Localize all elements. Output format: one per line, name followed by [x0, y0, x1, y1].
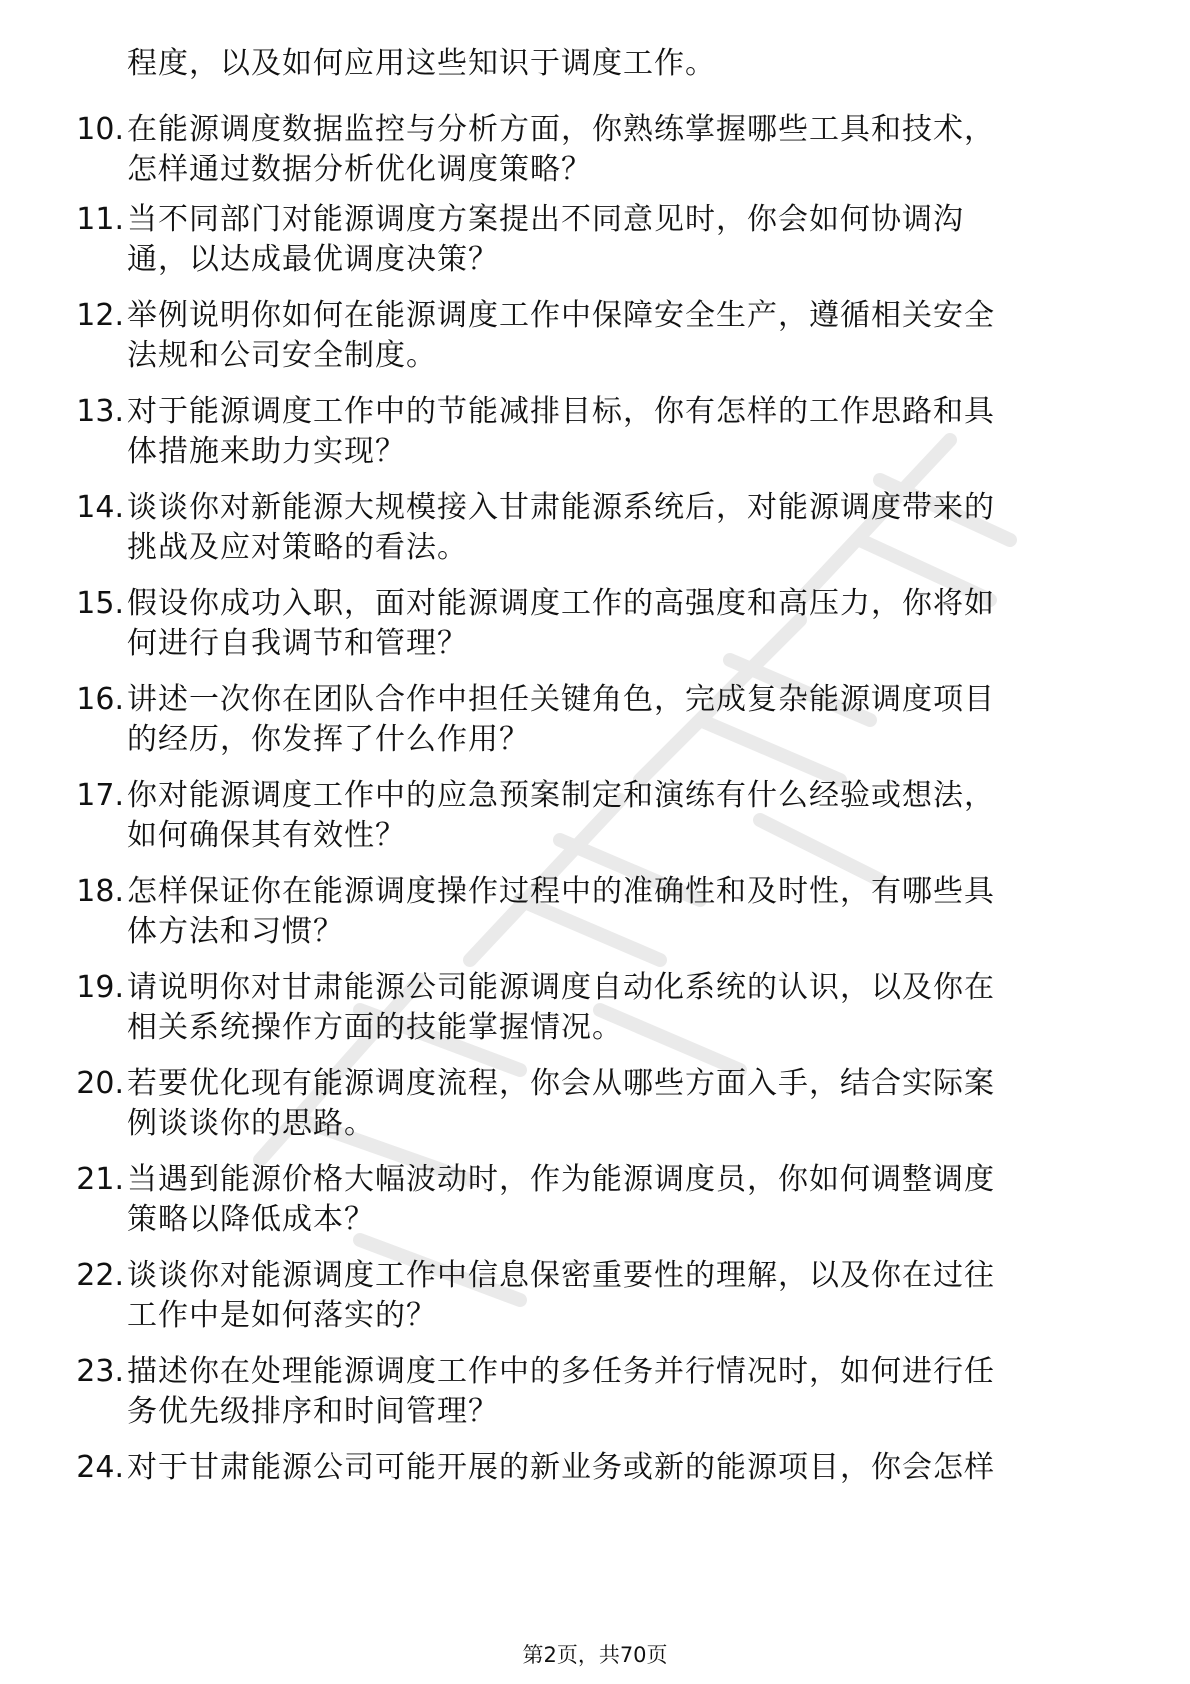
continuation-text: 程度，以及如何应用这些知识于调度工作。 — [127, 46, 716, 81]
list-item — [0, 296, 1190, 386]
question-text-line: 谈谈你对新能源大规模接入甘肃能源系统后，对能源调度带来的 — [127, 490, 995, 525]
question-number: 12. — [76, 298, 124, 333]
question-number: 15. — [76, 586, 124, 621]
question-text-line: 策略以降低成本？ — [127, 1202, 375, 1237]
question-text-line: 当遇到能源价格大幅波动时，作为能源调度员，你如何调整调度 — [127, 1162, 995, 1197]
question-number: 21. — [76, 1162, 124, 1197]
question-text-line: 若要优化现有能源调度流程，你会从哪些方面入手，结合实际案 — [127, 1066, 995, 1101]
question-text-line: 举例说明你如何在能源调度工作中保障安全生产，遵循相关安全 — [127, 298, 995, 333]
question-text-line: 的经历，你发挥了什么作用？ — [127, 722, 530, 757]
question-text-line: 怎样通过数据分析优化调度策略？ — [127, 152, 592, 187]
list-item — [0, 1256, 1190, 1346]
question-text-line: 怎样保证你在能源调度操作过程中的准确性和及时性，有哪些具 — [127, 874, 995, 909]
list-item — [0, 110, 1190, 200]
question-text-line: 挑战及应对策略的看法。 — [127, 530, 468, 565]
question-number: 14. — [76, 490, 124, 525]
question-number: 18. — [76, 874, 124, 909]
list-item — [0, 968, 1190, 1058]
question-number: 19. — [76, 970, 124, 1005]
question-text-line: 例谈谈你的思路。 — [127, 1106, 375, 1141]
question-text-line: 对于能源调度工作中的节能减排目标，你有怎样的工作思路和具 — [127, 394, 995, 429]
list-item — [0, 200, 1190, 290]
question-text-line: 对于甘肃能源公司可能开展的新业务或新的能源项目，你会怎样 — [127, 1450, 995, 1485]
question-number: 11. — [76, 202, 124, 237]
list-item — [0, 1064, 1190, 1154]
question-text-line: 当不同部门对能源调度方案提出不同意见时，你会如何协调沟 — [127, 202, 964, 237]
list-item — [0, 872, 1190, 962]
page-number-footer: 第2页，共70页 — [522, 1643, 668, 1667]
question-text-line: 体措施来助力实现？ — [127, 434, 406, 469]
question-text-line: 谈谈你对能源调度工作中信息保密重要性的理解，以及你在过往 — [127, 1258, 995, 1293]
question-text-line: 请说明你对甘肃能源公司能源调度自动化系统的认识，以及你在 — [127, 970, 995, 1005]
question-text-line: 如何确保其有效性？ — [127, 818, 406, 853]
question-text-line: 法规和公司安全制度。 — [127, 338, 437, 373]
list-item — [0, 1160, 1190, 1250]
list-item — [0, 776, 1190, 866]
question-text-line: 体方法和习惯？ — [127, 914, 344, 949]
question-number: 23. — [76, 1354, 124, 1389]
question-text-line: 讲述一次你在团队合作中担任关键角色，完成复杂能源调度项目 — [127, 682, 995, 717]
question-number: 10. — [76, 112, 124, 147]
list-item — [0, 392, 1190, 482]
question-text-line: 通，以达成最优调度决策？ — [127, 242, 499, 277]
question-text-line: 工作中是如何落实的？ — [127, 1298, 437, 1333]
list-item — [0, 680, 1190, 770]
question-text-line: 你对能源调度工作中的应急预案制定和演练有什么经验或想法， — [127, 778, 995, 813]
question-number: 17. — [76, 778, 124, 813]
list-item — [0, 1352, 1190, 1442]
list-item — [0, 1448, 1190, 1538]
question-number: 13. — [76, 394, 124, 429]
question-number: 24. — [76, 1450, 124, 1485]
question-text-line: 务优先级排序和时间管理？ — [127, 1394, 499, 1429]
question-text-line: 何进行自我调节和管理？ — [127, 626, 468, 661]
question-text-line: 描述你在处理能源调度工作中的多任务并行情况时，如何进行任 — [127, 1354, 995, 1389]
question-number: 22. — [76, 1258, 124, 1293]
list-item — [0, 488, 1190, 578]
question-number: 20. — [76, 1066, 124, 1101]
question-number: 16. — [76, 682, 124, 717]
question-text-line: 在能源调度数据监控与分析方面，你熟练掌握哪些工具和技术， — [127, 112, 995, 147]
list-item — [0, 584, 1190, 674]
question-text-line: 假设你成功入职，面对能源调度工作的高强度和高压力，你将如 — [127, 586, 995, 621]
question-text-line: 相关系统操作方面的技能掌握情况。 — [127, 1010, 623, 1045]
